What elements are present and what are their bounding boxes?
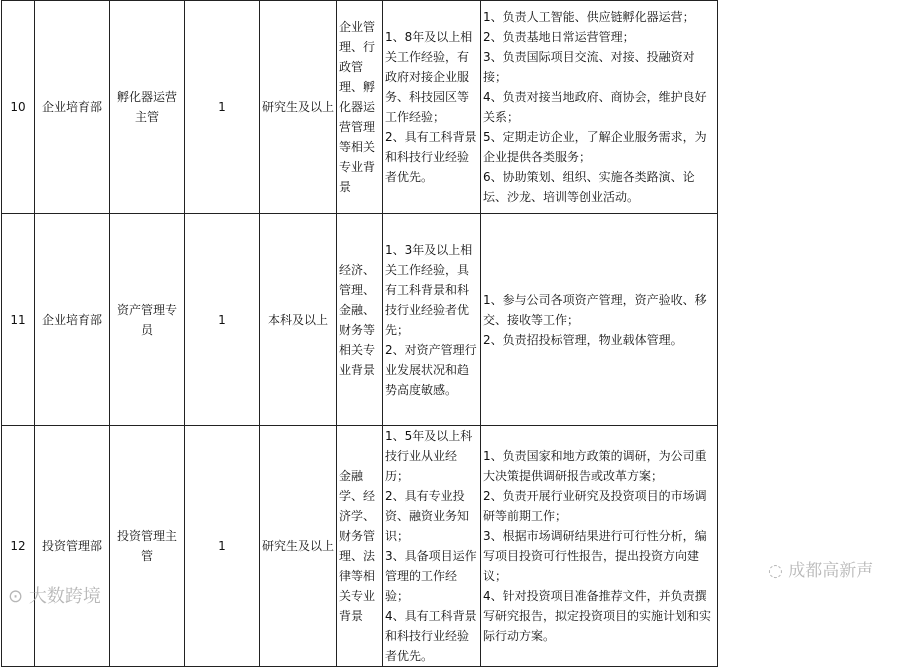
duty-line: 5、定期走访企业，了解企业服务需求，为企业提供各类服务； [483, 127, 715, 167]
requirement-line: 3、具备项目运作管理的工作经验； [385, 546, 478, 606]
headcount-cell: 1 [185, 426, 260, 667]
duties-cell [481, 214, 718, 426]
requirements-cell [383, 1, 481, 214]
requirements-cell [383, 214, 481, 426]
requirement-line: 1、3年及以上相关工作经验，具有工科背景和科技行业经验者优先； [385, 240, 478, 340]
duty-line: 2、负责招投标管理，物业载体管理。 [483, 330, 715, 350]
duty-line: 6、协助策划、组织、实施各类路演、论坛、沙龙、培训等创业活动。 [483, 167, 715, 207]
department-cell: 投资管理部 [35, 426, 110, 667]
watermark-logo-icon: ⊙ [8, 586, 23, 607]
department-cell: 企业培育部 [35, 1, 110, 214]
row-number: 12 [2, 426, 35, 667]
duties-cell [481, 1, 718, 214]
requirement-line: 4、具有工科背景和科技行业经验者优先。 [385, 606, 478, 666]
watermark-left: ⊙ 大数跨境 [8, 582, 101, 608]
requirement-line: 2、具有工科背景和科技行业经验者优先。 [385, 127, 478, 187]
table-row [2, 426, 917, 667]
duty-line: 3、负责国际项目交流、对接、投融资对接； [483, 47, 715, 87]
requirement-line: 2、具有专业投资、融资业务知识； [385, 486, 478, 546]
duty-line: 3、根据市场调研结果进行可行性分析，编写项目投资可行性报告，提出投资方向建议； [483, 526, 715, 586]
duty-line: 2、负责开展行业研究及投资项目的市场调研等前期工作； [483, 486, 715, 526]
duty-line: 4、针对投资项目准备推荐文件，并负责撰写研究报告，拟定投资项目的实施计划和实际行动方案。 [483, 586, 715, 646]
education-cell: 研究生及以上 [260, 1, 337, 214]
position-cell: 孵化器运营主管 [110, 1, 185, 214]
duty-line: 1、负责国家和地方政策的调研，为公司重大决策提供调研报告或改革方案； [483, 446, 715, 486]
duty-line: 2、负责基地日常运营管理； [483, 27, 715, 47]
position-cell: 投资管理主管 [110, 426, 185, 667]
duty-line: 1、负责人工智能、供应链孵化器运营； [483, 7, 715, 27]
row-number: 11 [2, 214, 35, 426]
department-cell: 企业培育部 [35, 214, 110, 426]
requirement-line: 1、5年及以上科技行业从业经历； [385, 426, 478, 486]
table-row [2, 214, 917, 426]
position-cell: 资产管理专员 [110, 214, 185, 426]
table-row [2, 1, 917, 214]
watermark-logo-icon: ◌ [768, 561, 783, 581]
major-cell: 企业管理、行政管理、孵化器运营管理等相关专业背景 [337, 1, 383, 214]
major-cell: 经济、管理、金融、财务等相关专业背景 [337, 214, 383, 426]
headcount-cell: 1 [185, 1, 260, 214]
watermark-right: ◌ 成都高新声 [768, 556, 873, 581]
requirements-cell [383, 426, 481, 667]
major-cell: 金融学、经济学、财务管理、法律等相关专业背景 [337, 426, 383, 667]
education-cell: 研究生及以上 [260, 426, 337, 667]
duty-line: 1、参与公司各项资产管理，资产验收、移交、接收等工作； [483, 290, 715, 330]
requirement-line: 1、8年及以上相关工作经验，有政府对接企业服务、科技园区等工作经验； [385, 27, 478, 127]
requirement-line: 2、对资产管理行业发展状况和趋势高度敏感。 [385, 340, 478, 400]
education-cell: 本科及以上 [260, 214, 337, 426]
duty-line: 4、负责对接当地政府、商协会，维护良好关系； [483, 87, 715, 127]
row-number: 10 [2, 1, 35, 214]
headcount-cell: 1 [185, 214, 260, 426]
duties-cell [481, 426, 718, 667]
